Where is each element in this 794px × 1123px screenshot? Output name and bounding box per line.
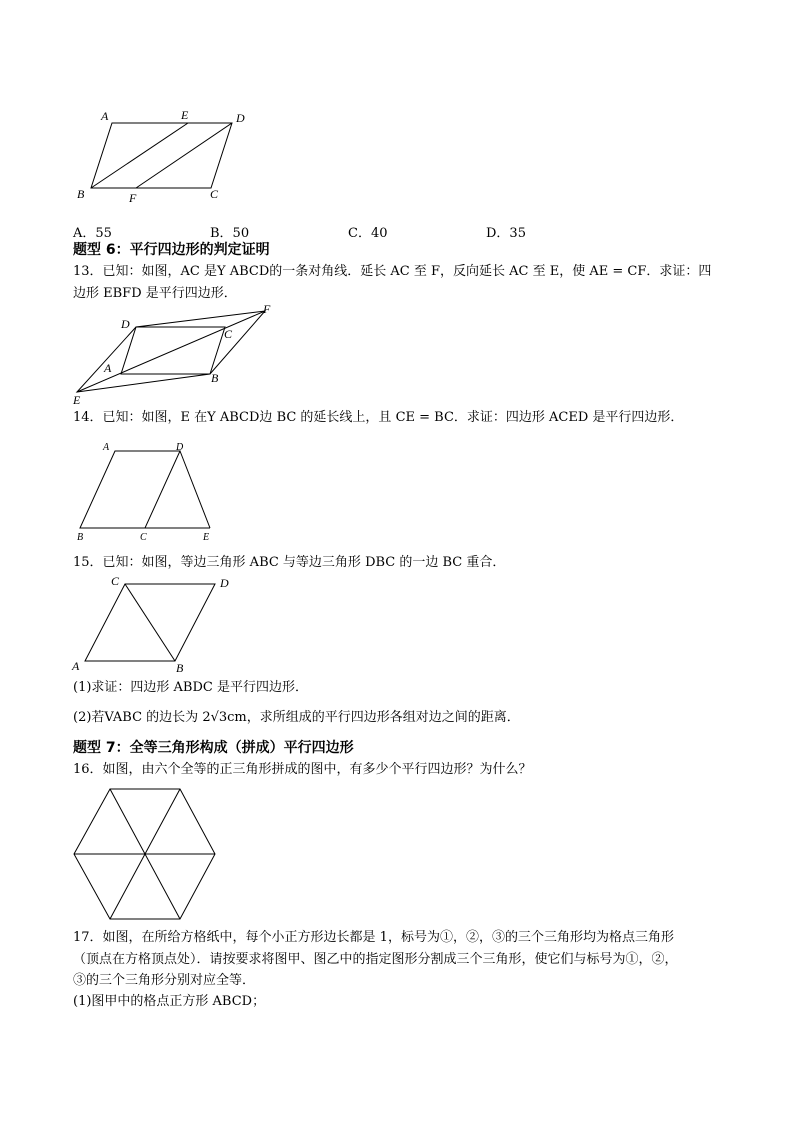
label-d: D xyxy=(236,111,245,125)
choice-a: A．55 xyxy=(73,226,112,241)
figure-q12-parallelogram xyxy=(70,105,260,205)
type6-heading: 题型 6：平行四边形的判定证明 xyxy=(73,242,270,258)
figure-q13 xyxy=(70,302,290,407)
q16-text-line1: 16．如图，由六个全等的正三角形拼成的图中，有多少个平行四边形？为什么？ xyxy=(73,762,532,777)
label-a: A xyxy=(101,109,109,123)
label-e: E xyxy=(203,532,210,543)
label-f: F xyxy=(263,302,271,316)
label-a: A xyxy=(104,361,112,375)
q15-text-line1: 15．已知：如图，等边三角形 ABC 与等边三角形 DBC 的一边 BC 重合． xyxy=(73,555,506,570)
label-c: C xyxy=(111,574,120,588)
label-f: F xyxy=(129,191,137,205)
label-d: D xyxy=(176,442,184,453)
choice-d: D．35 xyxy=(486,226,526,241)
parallelogram-abcd xyxy=(80,451,180,528)
label-e: E xyxy=(181,108,189,122)
q13-text-line2: 边形 EBFD 是平行四边形． xyxy=(73,286,237,301)
label-b: B xyxy=(176,661,184,675)
segment-fd xyxy=(136,123,232,188)
label-a: A xyxy=(72,659,80,673)
segment-be xyxy=(91,123,188,188)
choice-c: C．40 xyxy=(348,226,388,241)
label-b: B xyxy=(211,371,219,385)
choice-b: B．50 xyxy=(210,226,250,241)
label-b: B xyxy=(77,532,84,543)
q15-sub2: (2)若VABC 的边长为 2√3cm，求所组成的平行四边形各组对边之间的距离． xyxy=(73,710,520,725)
type7-heading: 题型 7：全等三角形构成（拼成）平行四边形 xyxy=(73,740,354,756)
q17-text-line1: 17．如图，在所给方格纸中，每个小正方形边长都是 1，标号为①，②，③的三个三角形均为格点三角形 xyxy=(73,930,674,945)
segment-de xyxy=(180,451,210,528)
q17-text-line3: ③的三个三角形分别对应全等． xyxy=(73,973,256,988)
figure-q15 xyxy=(70,572,245,677)
label-b: B xyxy=(77,187,85,201)
label-d: D xyxy=(121,317,130,331)
label-c: C xyxy=(210,187,219,201)
q14-text-line1: 14．已知：如图，E 在Y ABCD边 BC 的延长线上，且 CE = BC．求证：四边形 ACED 是平行四边形． xyxy=(73,410,684,425)
label-a: A xyxy=(103,442,110,453)
label-d: D xyxy=(220,576,229,590)
segment-bc xyxy=(125,584,175,661)
label-e: E xyxy=(73,393,81,407)
label-c: C xyxy=(224,327,233,341)
q15-sub1: (1)求证：四边形 ABDC 是平行四边形． xyxy=(73,680,308,695)
q13-text-line1: 13．已知：如图，AC 是Y ABCD的一条对角线．延长 AC 至 F，反向延长 AC 至 E，使 AE = CF．求证：四 xyxy=(73,264,712,279)
label-c: C xyxy=(140,532,147,543)
q17-sub1: (1)图甲中的格点正方形 ABCD； xyxy=(73,994,266,1009)
figure-q16-hexagon xyxy=(70,785,220,925)
q17-text-line2: （顶点在方格顶点处）．请按要求将图甲、图乙中的指定图形分割成三个三角形，使它们与标号为①，②， xyxy=(73,952,678,967)
figure-q14 xyxy=(75,438,225,546)
parallelogram-abcd xyxy=(91,123,232,188)
